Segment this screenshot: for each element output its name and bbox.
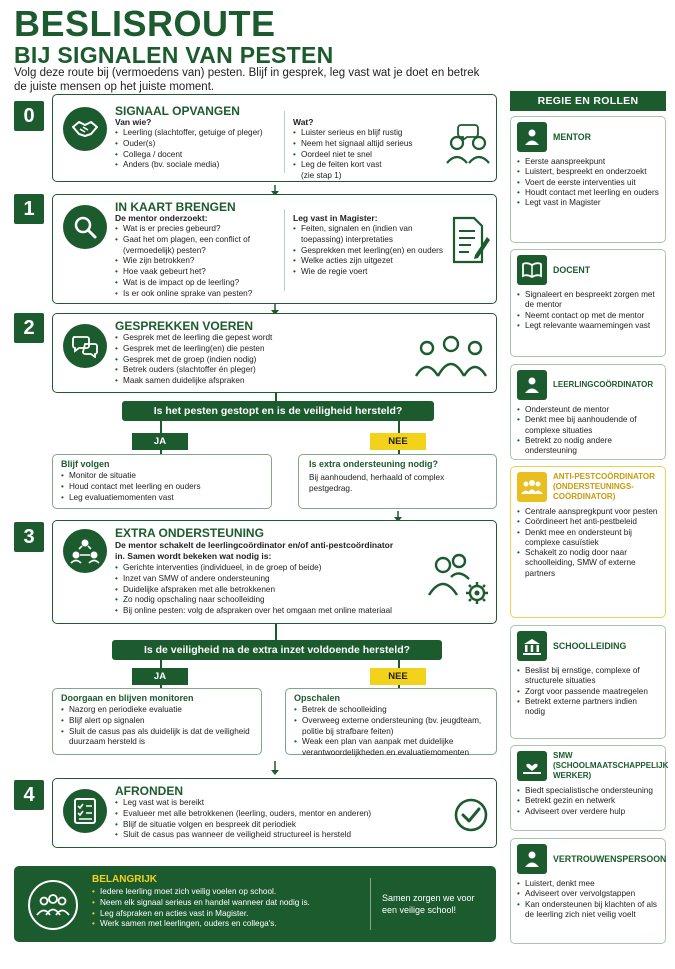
list-item: • Centrale aanspregkpunt voor pesten	[517, 507, 659, 517]
role-name: SCHOOLLEIDING	[553, 641, 627, 651]
list-item: • Gesprekken met leerling(en) en ouders	[293, 246, 445, 257]
outcome-text: Bij aanhoudend, herhaald of complex pestgedrag.	[309, 473, 445, 493]
list-item: • Duidelijke afspraken met alle betrokkenen	[115, 585, 415, 596]
role-card-docent	[510, 249, 666, 357]
list-item: • Monitor de situatie	[61, 471, 263, 482]
important-list	[92, 887, 362, 930]
list-item: • Gerichte interventies (individueel, in de groep of beide)	[115, 563, 415, 574]
role-name: VERTROUWENSPERSOON	[553, 854, 667, 864]
list-item: • Beslist bij ernstige, complexe of structurele situaties	[517, 666, 659, 687]
checklist-icon	[63, 789, 107, 833]
connector	[160, 421, 162, 433]
list-item: • Luister serieus en blijf rustig	[293, 128, 433, 139]
list-item: • Betrek ouders (slachtoffer én pleger)	[115, 365, 395, 376]
important-banner	[14, 866, 496, 942]
role-card-schoolleiding	[510, 625, 666, 739]
list-item: • Coördineert het anti-pestbeleid	[517, 517, 659, 527]
handheart-icon	[517, 751, 547, 781]
list-item: • Overweeg externe ondersteuning (bv. jeugdteam, politie bij strafbare feiten)	[294, 716, 488, 738]
list-item: • Collega / docent	[115, 150, 285, 161]
list-item: • Wat is de impact op de leerling?	[115, 278, 285, 289]
list-item: • Voert de eerste interventies uit	[517, 178, 659, 188]
step-1-left	[115, 213, 285, 300]
list-item: • Ondersteunt de mentor	[517, 405, 659, 415]
step-3-sub: De mentor schakelt de leerlingcoördinator en/of anti-pestcoördinator in. Samen wordt bekeken wat nodig is:	[115, 540, 394, 561]
intro-text: Volg deze route bij (vermoedens van) pesten. Blijf in gesprek, leg vast wat je doet en betrek de juiste mensen op het juiste moment.	[14, 67, 480, 93]
role-name: ANTI-PESTCOÖRDINATOR (ONDERSTEUNINGS-COÖRDINATOR)	[553, 472, 655, 501]
book-icon	[517, 255, 547, 285]
step-1-title: IN KAART BRENGEN	[115, 200, 236, 214]
step-number-4: 4	[14, 780, 44, 810]
list-item: • Bij online pesten: volg de afspraken over het omgaan met online materiaal	[115, 606, 415, 617]
list-item: • Denkt mee en ondersteunt bij complexe casuïstiek	[517, 528, 659, 549]
step-1-right	[293, 213, 445, 278]
title-line-2: BIJ SIGNALEN VAN PESTEN	[14, 42, 334, 68]
list-item: • Betrekt gezin en netwerk	[517, 796, 659, 806]
no-badge: NEE	[370, 433, 426, 450]
step-3-title: EXTRA ONDERSTEUNING	[115, 526, 264, 540]
list-item: • Gesprek met de groep (indien nodig)	[115, 355, 395, 366]
role-card-leerlingcoordinator	[510, 364, 666, 460]
list-item: • Betrek de schoolleiding	[294, 705, 488, 716]
list-item: • Anders (bv. sociale media)	[115, 160, 285, 171]
list-item: • Wat is er precies gebeurd?	[115, 224, 285, 235]
list-item: • Werk samen met leerlingen, ouders en collega's.	[92, 919, 362, 930]
step-0-card	[52, 94, 497, 182]
list-item: • Wie zijn betrokken?	[115, 256, 285, 267]
important-title: BELANGRIJK	[92, 874, 158, 885]
outcome-title: Is extra ondersteuning nodig?	[309, 459, 439, 469]
list-item: • Nazorg en periodieke evaluatie	[61, 705, 253, 716]
list-item: • Denkt mee bij aanhoudende of complexe situaties	[517, 415, 659, 436]
list-item: • Legt vast in Magister	[517, 198, 659, 208]
step-2-card	[52, 313, 497, 393]
list-item: • Adviseert over verdere hulp	[517, 807, 659, 817]
list-item: • Signaleert en bespreekt zorgen met de mentor	[517, 290, 659, 311]
building-icon	[517, 631, 547, 661]
list-item: • Evalueer met alle betrokkenen (leerling, ouders, mentor en anderen)	[115, 809, 435, 820]
connector	[160, 660, 162, 668]
list-item: • Blijf de situatie volgen en bespreek dit periodiek	[115, 820, 435, 831]
list-item: • Legt relevante waarnemingen vast	[517, 321, 659, 331]
list-item: • Inzet van SMW of andere ondersteuning	[115, 574, 415, 585]
no-badge: NEE	[370, 668, 426, 685]
document-pen-icon	[451, 215, 491, 270]
step-3-card	[52, 520, 497, 624]
role-card-smw	[510, 745, 669, 831]
outcome-title: Opschalen	[294, 693, 341, 703]
list-item: • Adviseert over vervolgstappen	[517, 889, 659, 899]
list-item: • Betrekt externe partners indien nodig	[517, 697, 659, 718]
list-item: • Leg evaluatiemomenten vast	[61, 493, 263, 504]
list-item: • Houd contact met leerling en ouders	[61, 482, 263, 493]
magnifier-icon	[63, 205, 107, 249]
step-0-title: SIGNAAL OPVANGEN	[115, 104, 240, 118]
step-0-note: (zie stap 1)	[301, 171, 342, 181]
list-item: • Eerste aanspreekpunt	[517, 157, 659, 167]
step-4-card	[52, 778, 497, 848]
list-item: • Sluit de casus pas als duidelijk is dat de veiligheid duurzaam hersteld is	[61, 727, 253, 749]
decision-question-1: Is het pesten gestopt en is de veiligheid hersteld?	[122, 401, 434, 421]
divider	[370, 878, 371, 930]
step-0-left-sub: Van wie?	[115, 117, 152, 127]
outcome-escalate	[285, 688, 497, 758]
check-circle-icon	[453, 797, 489, 838]
divider	[284, 209, 285, 291]
chat-people-icon	[445, 123, 491, 170]
outcome-keep-monitoring	[52, 454, 272, 509]
step-number-3: 3	[14, 522, 44, 552]
list-item: • Neemt contact op met de mentor	[517, 311, 659, 321]
outcome-extra-support	[298, 454, 497, 509]
list-item: • Leerling (slachtoffer, getuige of pleger)	[115, 128, 285, 139]
list-item: • Wie de regie voert	[293, 267, 445, 278]
list-item: • Zorgt voor passende maatregelen	[517, 687, 659, 697]
list-item: • Betrekt zo nodig andere ondersteuning	[517, 436, 659, 457]
yes-badge: JA	[132, 668, 188, 685]
step-4-title: AFRONDEN	[115, 784, 183, 798]
list-item: • Biedt specialistische ondersteuning	[517, 786, 659, 796]
outcome-continue-monitoring	[52, 688, 262, 755]
list-item: • Feiten, signalen en (indien van toepassing) interpretaties	[293, 224, 445, 246]
list-item: • Zo nodig opschaling naar schoolleiding	[115, 595, 415, 606]
person-icon	[517, 844, 547, 874]
slogan: Samen zorgen we voor een veilige school!	[382, 893, 475, 915]
step-0-right-sub: Wat?	[293, 117, 314, 127]
list-item: • Kan ondersteunen bij klachten of als de leerling zich niet veilig voelt	[517, 900, 659, 921]
step-1-left-sub: De mentor onderzoekt:	[115, 213, 208, 223]
list-item: • Neem elk signaal serieus en handel wanneer dat nodig is.	[92, 898, 362, 909]
role-card-vertrouwenspersoon	[510, 838, 666, 944]
list-item: • Ouder(s)	[115, 139, 285, 150]
outcome-title: Blijf volgen	[61, 459, 110, 469]
handshake-icon	[63, 107, 107, 151]
role-name: MENTOR	[553, 132, 591, 142]
list-item: • Leg de feiten kort vast	[293, 160, 433, 171]
list-item: • Hoe vaak gebeurt het?	[115, 267, 285, 278]
step-number-0: 0	[14, 101, 44, 131]
role-name: SMW (SCHOOLMAATSCHAPPELIJK WERKER)	[553, 751, 669, 780]
group-icon	[517, 472, 547, 502]
divider	[284, 111, 285, 173]
list-item: • Leg vast wat is bereikt	[115, 798, 435, 809]
connector	[398, 660, 400, 668]
roles-header: REGIE EN ROLLEN	[510, 91, 666, 111]
step-0-left	[115, 117, 285, 171]
list-item: • Iedere leerling moet zich veilig voelen op school.	[92, 887, 362, 898]
group-icon	[28, 880, 78, 930]
network-people-icon	[63, 529, 107, 573]
list-item: • Is er ook online sprake van pesten?	[115, 289, 285, 300]
list-item: • Neem het signaal altijd serieus	[293, 139, 433, 150]
connector	[275, 624, 277, 640]
connector	[398, 421, 400, 433]
people-gear-icon	[423, 551, 493, 612]
list-item: • Gaat het om plagen, een conflict of (vermoedelijk) pesten?	[115, 235, 285, 257]
list-item: • Leg afspraken en acties vast in Magister.	[92, 909, 362, 920]
connector	[275, 393, 277, 401]
list-item: • Sluit de casus pas wanneer de veiligheid structureel is hersteld	[115, 830, 435, 841]
group-people-icon	[413, 334, 489, 385]
role-card-anti-pestcoordinator	[510, 466, 666, 618]
list-item: • Gesprek met de leerling(en) die pesten	[115, 344, 395, 355]
list-item: • Luistert, denkt mee	[517, 879, 659, 889]
list-item: • Maak samen duidelijke afspraken	[115, 376, 395, 387]
step-3-list	[115, 563, 415, 617]
step-2-list	[115, 333, 395, 387]
decision-question-2: Is de veiligheid na de extra inzet voldoende hersteld?	[112, 640, 442, 660]
role-name: DOCENT	[553, 265, 591, 275]
list-item: • Gesprek met de leerling die gepest wordt	[115, 333, 395, 344]
person-icon	[517, 122, 547, 152]
person-icon	[517, 370, 547, 400]
step-0-right	[293, 117, 433, 182]
role-name: LEERLINGCOÖRDINATOR	[553, 380, 654, 389]
yes-badge: JA	[132, 433, 188, 450]
step-number-2: 2	[14, 313, 44, 343]
step-1-right-sub: Leg vast in Magister:	[293, 213, 378, 223]
page-title	[14, 3, 334, 68]
list-item: • Blijf alert op signalen	[61, 716, 253, 727]
list-item: • Luistert, bespreekt en onderzoekt	[517, 167, 659, 177]
step-number-1: 1	[14, 194, 44, 224]
list-item: • Oordeel niet te snel	[293, 150, 433, 161]
list-item: • Houdt contact met leerling en ouders	[517, 188, 659, 198]
title-line-1: BESLISROUTE	[14, 3, 276, 44]
list-item: • Weak een plan van aanpak met duidelijke verantwoordelijkheden en evaluatiemomenten	[294, 737, 488, 759]
list-item: • Schakelt zo nodig door naar schoolleiding, SMW of externe partners	[517, 548, 659, 579]
outcome-title: Doorgaan en blijven monitoren	[61, 693, 194, 703]
step-2-title: GESPREKKEN VOEREN	[115, 319, 254, 333]
step-4-list	[115, 798, 435, 841]
role-card-mentor	[510, 116, 666, 243]
speech-bubbles-icon	[63, 324, 107, 368]
list-item: • Welke acties zijn uitgezet	[293, 256, 445, 267]
step-1-card	[52, 194, 497, 304]
